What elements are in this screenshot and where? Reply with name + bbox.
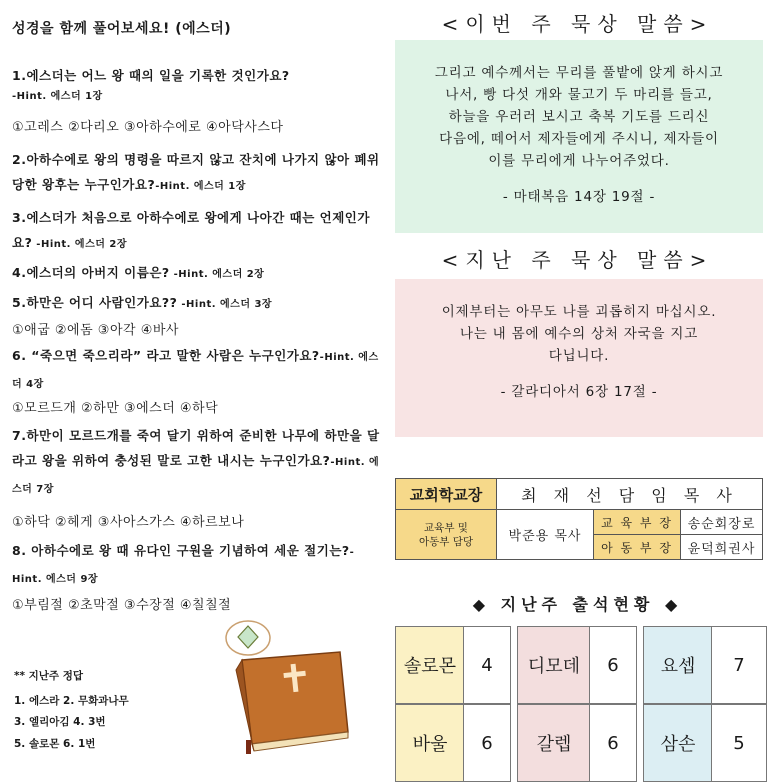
verse-text [395, 279, 763, 367]
question-5-options: ①애굽 ②에돔 ③아각 ④바사 [12, 323, 179, 338]
question-text: 8. 아하수에로 왕 때 유다인 구원을 기념하여 세운 절기는? [12, 543, 350, 558]
verse-text [395, 40, 763, 172]
question-1-options: ①고레스 ②다리오 ③아하수에로 ④아닥사스다 [12, 120, 284, 135]
attendance-count: 6 [589, 626, 637, 704]
verse-line: 나서, 빵 다섯 개와 물고기 두 마리를 들고, [445, 87, 713, 103]
question-4 [12, 260, 380, 287]
attendance-count: 6 [463, 704, 511, 782]
school-label: 교회학교장 [396, 479, 497, 510]
answers-title: ** 지난주 정답 [14, 670, 84, 682]
verse-line: 나는 내 몸에 예수의 상처 자국을 지고 [459, 326, 699, 342]
verse-reference: - 마태복음 14장 19절 - [502, 189, 656, 205]
verse-line: 이를 무리에게 나누어주었다. [488, 153, 670, 169]
edu-label [396, 510, 497, 560]
answer-line: 1. 에스라 2. 무화과나무 [14, 695, 129, 707]
attendance-grid [395, 626, 767, 781]
this-week-title: <이번 주 묵상 말씀> [441, 12, 714, 36]
row2-value: 윤덕희권사 [681, 535, 763, 560]
attendance-count: 4 [463, 626, 511, 704]
question-hint: -Hint. 에스더 2장 [169, 269, 265, 280]
answer-line: 5. 솔로몬 6. 1번 [14, 738, 96, 750]
question-6 [12, 343, 380, 397]
question-text: 1.에스더는 어느 왕 때의 일을 기록한 것인가요? [12, 68, 290, 83]
question-8-options: ①부림절 ②초막절 ③수장절 ④칠칠절 [12, 598, 232, 613]
staff-table [395, 478, 763, 560]
verse-reference: - 갈라디아서 6장 17절 - [500, 384, 658, 400]
question-2 [12, 147, 380, 199]
attendance-title: ◆ 지난주 출석현황 ◆ [472, 595, 683, 614]
verse-line: 이제부터는 아무도 나를 괴롭히지 마십시오. [441, 304, 717, 320]
question-6-options: ①모르드개 ②하만 ③에스더 ④하닥 [12, 401, 219, 416]
verse-line: 그리고 예수께서는 무리를 풀밭에 앉게 하시고 [434, 65, 724, 81]
attendance-count: 7 [711, 626, 767, 704]
question-hint: -Hint. 에스더 2장 [32, 239, 128, 250]
question-5 [12, 290, 380, 317]
question-hint: -Hint. 에스더 1장 [12, 91, 103, 102]
answer-line: 3. 엘리아김 4. 3번 [14, 716, 106, 728]
school-value: 최 재 선 담 임 목 사 [497, 479, 763, 510]
question-text: 7.하만이 모르드개를 죽여 달기 위하여 준비한 나무에 하만을 달라고 왕을 위하여 충성된 말로 고한 내시는 누구인가요? [12, 428, 380, 468]
bible-illustration [222, 620, 352, 755]
question-7-options: ①하닥 ②헤게 ③사아스가스 ④하르보나 [12, 515, 245, 530]
question-hint: -Hint. 에스더 3장 [177, 299, 273, 310]
this-week-verse-box [395, 40, 763, 233]
last-week-verse-box [395, 279, 763, 437]
attendance-count: 6 [589, 704, 637, 782]
verse-line: 하늘을 우러러 보시고 축복 기도를 드리신 [448, 109, 710, 125]
question-text: 4.에스더의 아버지 이름은? [12, 265, 170, 280]
question-text: 5.하만은 어디 사람인가요?? [12, 295, 178, 310]
bookmark-ribbon [246, 740, 251, 754]
edu-value: 박준용 목사 [497, 510, 594, 560]
row1-label: 교 육 부 장 [594, 510, 681, 535]
last-week-title: <지난 주 묵상 말씀> [441, 248, 714, 272]
verse-line: 다음에, 떼어서 제자들에게 주시니, 제자들이 [439, 131, 719, 147]
question-hint: -Hint. 에스더 1장 [155, 181, 246, 192]
attendance-count: 5 [711, 704, 767, 782]
attendance-name: 바울 [395, 704, 465, 782]
edu-label-line: 아동부 담당 [418, 535, 474, 548]
quiz-title: 성경을 함께 풀어보세요! (에스더) [12, 21, 232, 37]
question-text: 6. “죽으면 죽으리라” 라고 말한 사람은 누구인가요? [12, 348, 320, 363]
attendance-name: 디모데 [517, 626, 591, 704]
question-text: 2.아하수에로 왕의 명령을 따르지 않고 잔치에 나가지 않아 폐위 당한 왕후는 누구인가요? [12, 152, 380, 192]
right-column [385, 0, 770, 781]
row1-value: 송순회장로 [681, 510, 763, 535]
attendance-name: 삼손 [643, 704, 713, 782]
question-hint: -Hint. 에스더 7장 [12, 457, 380, 495]
question-1 [12, 63, 380, 106]
quiz-section [0, 0, 385, 781]
question-7 [12, 423, 380, 502]
attendance-name: 솔로몬 [395, 626, 465, 704]
attendance-name: 갈렙 [517, 704, 591, 782]
row2-label: 아 동 부 장 [594, 535, 681, 560]
question-text: 3.에스더가 처음으로 아하수에로 왕에게 나아간 때는 언제인가요? [12, 210, 370, 250]
question-hint: -Hint. 에스더 9장 [12, 547, 355, 585]
attendance-name: 요셉 [643, 626, 713, 704]
edu-label-line: 교육부 및 [424, 521, 468, 534]
question-hint: -Hint. 에스더 4장 [12, 352, 379, 390]
question-3 [12, 205, 380, 257]
verse-line: 다닙니다. [548, 348, 610, 364]
question-8 [12, 538, 380, 592]
